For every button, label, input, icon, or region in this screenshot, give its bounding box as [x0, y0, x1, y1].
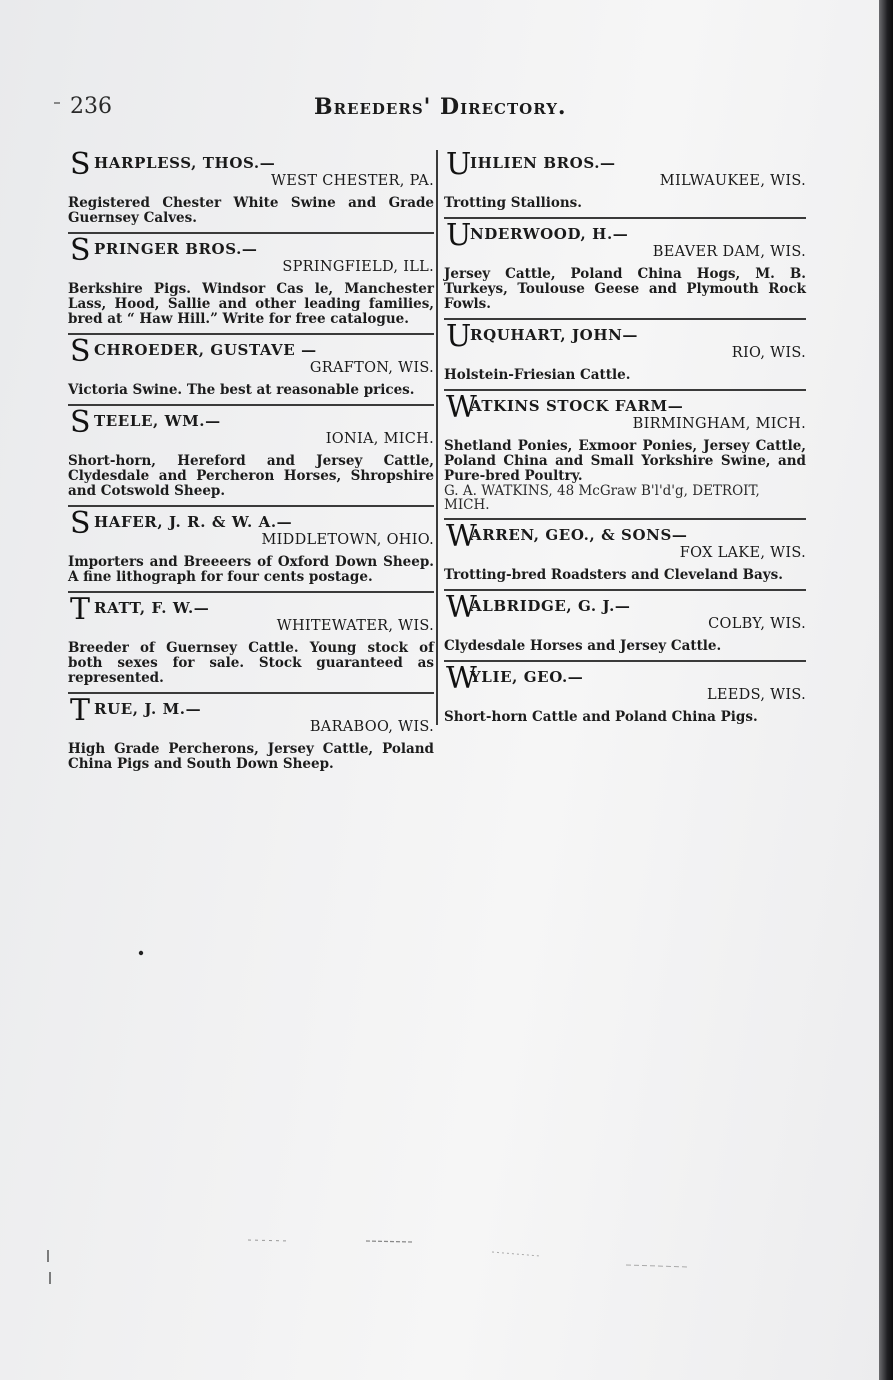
entry-description: High Grade Percherons, Jersey Cattle, Poland China Pigs and South Down Sheep. [68, 741, 434, 772]
entry-name-rest: RUE, J. M.— [94, 700, 202, 718]
entry-description: Short-horn Cattle and Poland China Pigs. [444, 709, 758, 725]
running-title: Breeders' Directory. [314, 94, 567, 120]
entry-location: BARABOO, WIS. [309, 719, 434, 735]
entry-location: MILWAUKEE, WIS. [659, 173, 806, 189]
entry-name-rest: RQUHART, JOHN— [470, 326, 639, 344]
entry-initial: S [70, 147, 91, 182]
entry-initial: T [70, 592, 91, 627]
entry-initial: W [446, 519, 477, 554]
entry-initial: W [446, 661, 477, 696]
faint-mark [492, 1252, 540, 1256]
entry-initial: U [446, 218, 472, 253]
entry-initial: S [70, 405, 91, 440]
entry-description: Breeder of Guernsey Cattle. Young stock of both sexes for sale. Stock guaranteed as represented. [68, 640, 434, 686]
entry-description: Trotting Stallions. [444, 195, 582, 211]
entry-location: COLBY, WIS. [708, 616, 806, 632]
entry-name-rest: CHROEDER, GUSTAVE — [94, 341, 317, 359]
entry-contact: G. A. WATKINS, 48 McGraw B'l'd'g, DETROIT, MICH. [444, 483, 760, 513]
entry-name-rest: TEELE, WM.— [94, 412, 221, 430]
entry-location: SPRINGFIELD, ILL. [282, 259, 434, 275]
entry-name-rest: ALBRIDGE, G. J.— [470, 597, 631, 615]
entry-name-rest: PRINGER BROS.— [94, 240, 258, 258]
entry-initial: S [70, 506, 91, 541]
entry-description: Shetland Ponies, Exmoor Ponies, Jersey Cattle, Poland China and Small Yorkshire Swine, and Pure-bred Poultry. [444, 438, 806, 484]
entry-name-rest: ARREN, GEO., & SONS— [470, 526, 688, 544]
entry-location: BEAVER DAM, WIS. [652, 244, 806, 260]
entry-initial: S [70, 334, 91, 369]
page-number: 236 [70, 94, 112, 119]
entry-initial: U [446, 147, 472, 182]
entry-initial: W [446, 590, 477, 625]
entry-name-rest: RATT, F. W.— [94, 599, 210, 617]
faint-mark [366, 1241, 412, 1242]
entry-description: Trotting-bred Roadsters and Cleveland Bays. [444, 567, 783, 583]
entry-location: RIO, WIS. [731, 345, 806, 361]
entry-initial: W [446, 390, 477, 425]
entry-location: MIDDLETOWN, OHIO. [261, 532, 434, 548]
entry-description: Importers and Breeeers of Oxford Down Sheep. A fine lithograph for four cents postage. [68, 554, 434, 585]
entry-name-rest: HAFER, J. R. & W. A.— [94, 513, 293, 531]
entry-name-rest: ATKINS STOCK FARM— [470, 397, 684, 415]
faint-mark [248, 1240, 290, 1241]
entry-location: LEEDS, WIS. [706, 687, 806, 703]
entry-location: BIRMINGHAM, MICH. [632, 416, 806, 432]
entry-initial: U [446, 319, 472, 354]
faint-mark [626, 1265, 688, 1267]
entry-location: IONIA, MICH. [325, 431, 434, 447]
entry-location: WHITEWATER, WIS. [276, 618, 434, 634]
entry-name-rest: YLIE, GEO.— [470, 668, 584, 686]
ink-speck [139, 951, 143, 955]
entry-description: Victoria Swine. The best at reasonable prices. [68, 382, 415, 398]
entry-description: Jersey Cattle, Poland China Hogs, M. B. Turkeys, Toulouse Geese and Plymouth Rock Fowls. [444, 266, 806, 312]
entry-description: Registered Chester White Swine and Grade Guernsey Calves. [68, 195, 434, 226]
book-spine-edge [879, 0, 893, 1380]
entry-name-rest: NDERWOOD, H.— [470, 225, 629, 243]
entry-initial: S [70, 233, 91, 268]
entry-name-rest: HARPLESS, THOS.— [94, 154, 276, 172]
entry-description: Berkshire Pigs. Windsor Cas le, Manchester Lass, Hood, Sallie and other leading families, bred at “ Haw Hill.” Write for free catalogue. [68, 281, 434, 327]
entry-location: WEST CHESTER, PA. [271, 173, 434, 189]
entry-location: FOX LAKE, WIS. [679, 545, 806, 561]
entry-description: Clydesdale Horses and Jersey Cattle. [444, 638, 722, 654]
entry-location: GRAFTON, WIS. [309, 360, 434, 376]
entry-name-rest: IHLIEN BROS.— [470, 154, 616, 172]
entry-description: Short-horn, Hereford and Jersey Cattle, Clydesdale and Percheron Horses, Shropshire and Cotswold Sheep. [68, 453, 434, 499]
entry-description: Holstein-Friesian Cattle. [444, 367, 631, 383]
entry-initial: T [70, 693, 91, 728]
